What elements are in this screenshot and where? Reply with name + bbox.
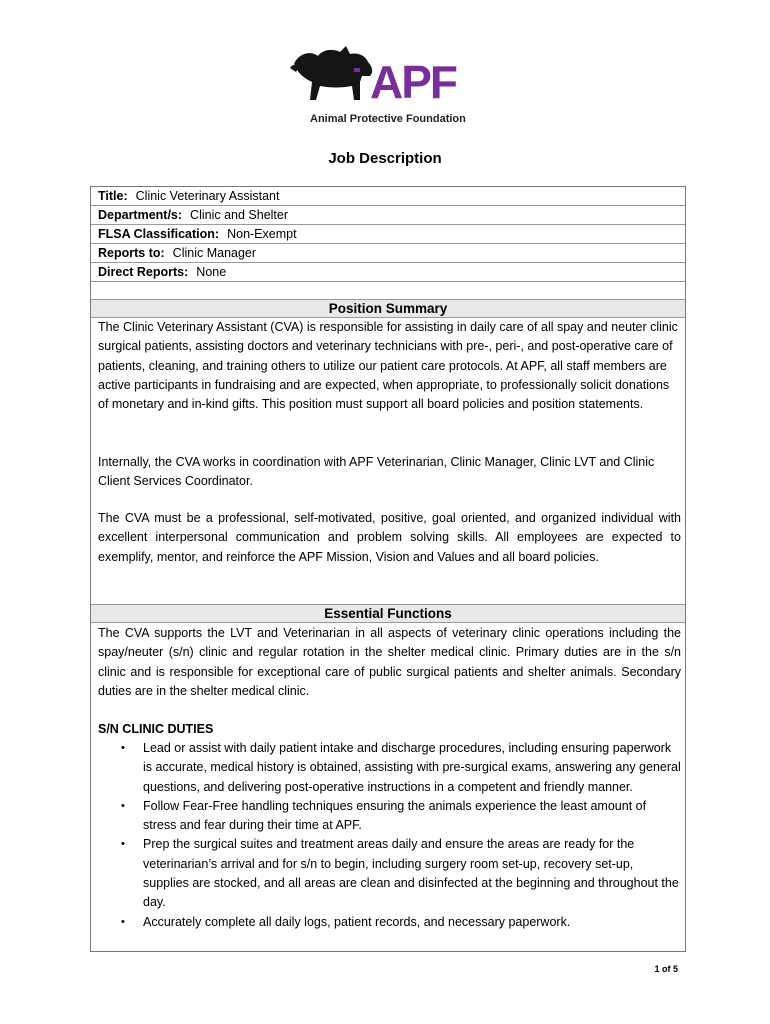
bullet-icon: •: [121, 742, 125, 754]
detail-label: FLSA Classification:: [98, 227, 220, 241]
bullet-icon: •: [121, 838, 125, 851]
summary-paragraph: The CVA must be a professional, self-motivated, positive, goal oriented, and organized individual with excellent interpersonal communication and problem solving skills. All employees are expected to exemplify, mentor, and reinforce the APF Mission, Vision and Values and all board policies.: [98, 511, 681, 564]
detail-row-department: [91, 206, 685, 225]
apf-logo: [288, 42, 488, 130]
sn-clinic-duties-heading: S/N CLINIC DUTIES: [98, 722, 214, 736]
list-item: • Prep the surgical suites and treatment areas daily and ensure the areas are ready for the veterinarian’s arrival and for s/n to begin, including surgery room set-up, recovery set-up, supplies are stocked, and all areas are clean and disinfected at the beginning and throughout the day.: [121, 837, 679, 910]
logo-wordmark: APF: [370, 56, 456, 108]
list-item: • Lead or assist with daily patient intake and discharge procedures, including ensuring paperwork is accurate, medical history is obtained, assisting with pre-surgical exams, answering any general questions, and delivering post-operative instructions in a competent and friendly manner.: [121, 741, 681, 794]
position-summary-heading: Position Summary: [91, 299, 685, 318]
detail-row-direct-reports: [91, 263, 685, 282]
bullet-icon: •: [121, 799, 125, 812]
document-title: Job Description: [328, 150, 442, 167]
summary-paragraph: The Clinic Veterinary Assistant (CVA) is responsible for assisting in daily care of all spay and neuter clinic surgical patients, assisting doctors and veterinary technicians with pre-, peri-, and post-operative care of patients, cleaning, and training others to utilize our patient care protocols. At APF, all staff members are active participants in fundraising and are expected, when appropriate, to professionally solicit donations of monetary and in-kind gifts. This position must support all board policies and position statements.: [98, 320, 678, 412]
job-description-table: [90, 186, 686, 952]
summary-paragraph: Internally, the CVA works in coordination with APF Veterinarian, Clinic Manager, Clinic LVT and Clinic Client Services Coordinator.: [98, 455, 655, 489]
functions-intro: The CVA supports the LVT and Veterinarian in all aspects of veterinary clinic operations including the spay/neuter (s/n) clinic and regular rotation in the shelter medical clinic. Primary duties are in the s/n clinic and is responsible for exceptional care of public surgical patients and shelter animals. Secondary duties are in the shelter medical clinic.: [98, 626, 681, 698]
list-item: • Accurately complete all daily logs, patient records, and necessary paperwork.: [98, 913, 681, 932]
detail-value: Clinic Veterinary Assistant: [135, 189, 280, 203]
detail-value: Non-Exempt: [227, 227, 297, 241]
detail-label: Department/s:: [98, 208, 183, 222]
detail-value: None: [196, 265, 227, 279]
page-number: 1 of 5: [654, 964, 678, 974]
detail-row-flsa: [91, 225, 685, 244]
detail-label: Reports to:: [98, 246, 165, 260]
detail-label: Title:: [98, 189, 128, 203]
detail-label: Direct Reports:: [98, 265, 189, 279]
detail-row-reports-to: [91, 244, 685, 263]
detail-value: Clinic and Shelter: [190, 208, 289, 222]
duties-list: [98, 739, 681, 932]
list-item: • Follow Fear-Free handling techniques ensuring the animals experience the least amount of stress and fear during their time at APF.: [121, 798, 647, 833]
detail-value: Clinic Manager: [172, 246, 257, 260]
organization-name: Animal Protective Foundation: [310, 113, 466, 125]
essential-functions-heading: Essential Functions: [91, 604, 685, 623]
bullet-icon: •: [121, 915, 125, 928]
detail-row-title: [91, 187, 685, 206]
